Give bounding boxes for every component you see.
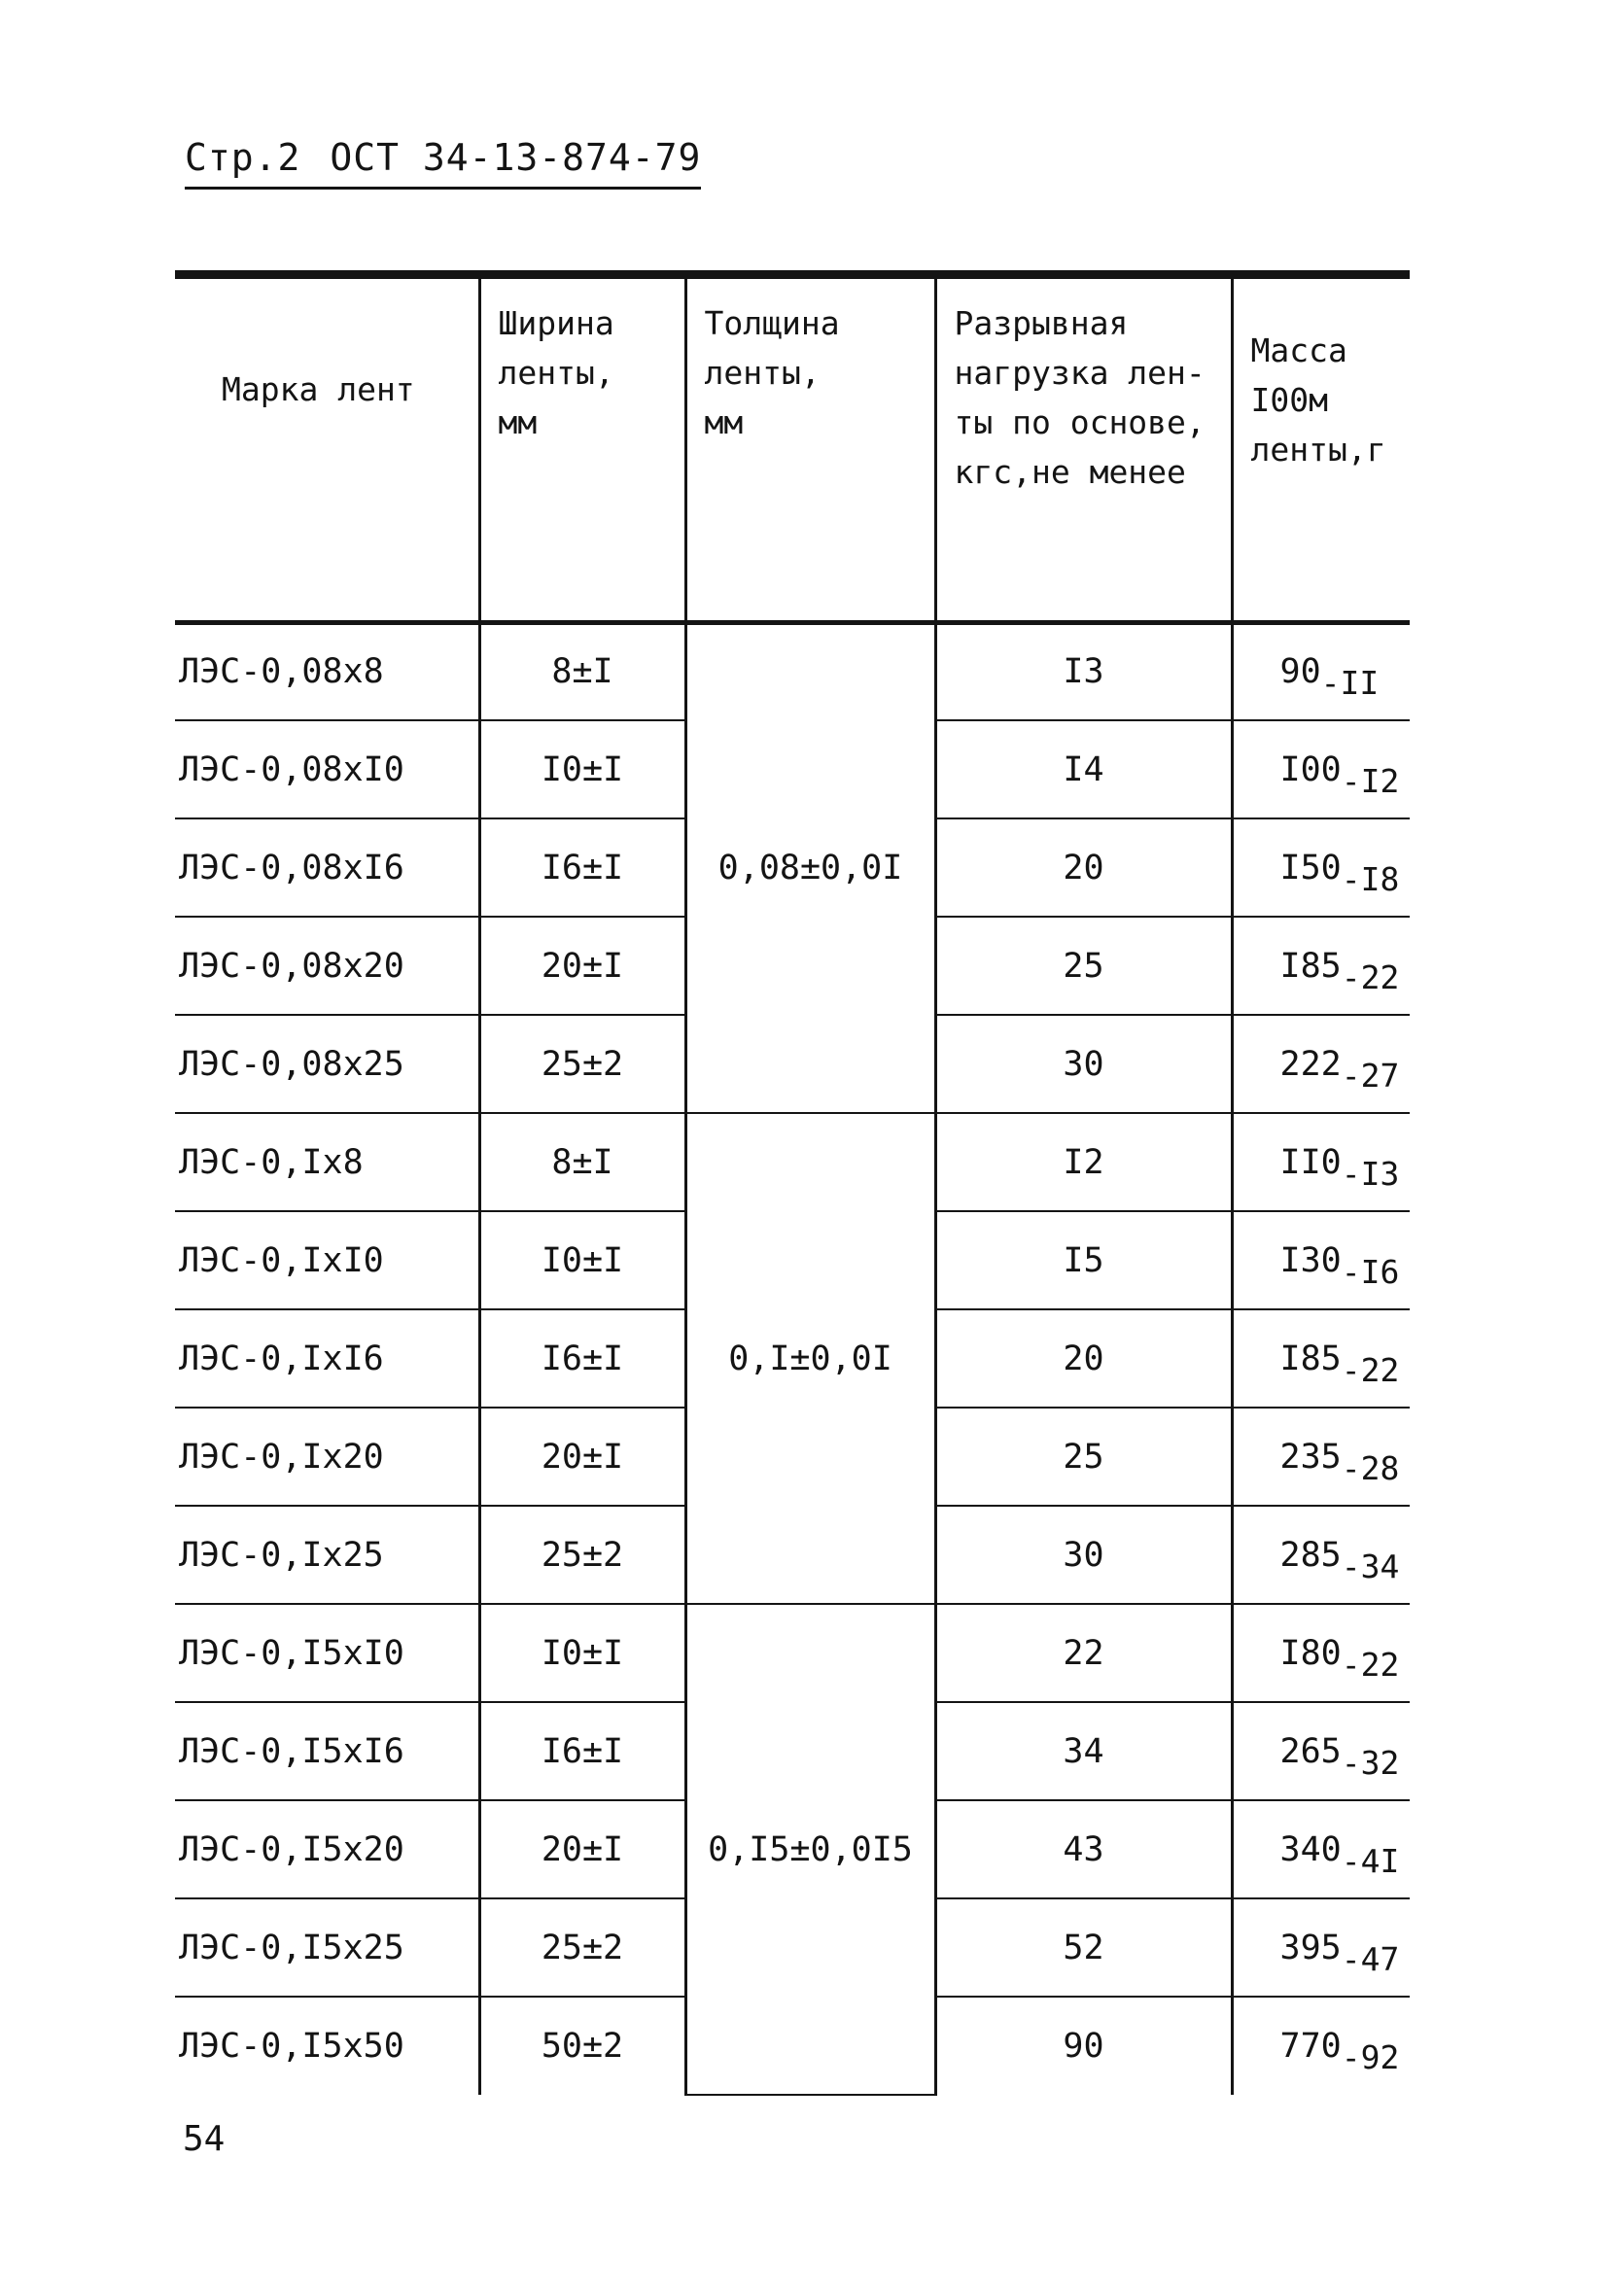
- cell-width: 20±I: [479, 1800, 685, 1898]
- mass-value: 340: [1279, 1829, 1342, 1869]
- header-line: мм: [704, 403, 744, 441]
- cell-thickness-group: 0,I±0,0I: [685, 1113, 935, 1604]
- table-row: [175, 1113, 1410, 1211]
- cell-mark: ЛЭС-0,IхI0: [175, 1211, 479, 1309]
- header-line: Масса: [1250, 331, 1347, 369]
- table-row: [175, 622, 1410, 720]
- cell-load: 30: [935, 1015, 1232, 1113]
- mass-deviation: -II: [1320, 664, 1380, 703]
- header-width: [479, 279, 685, 622]
- header-load: [935, 279, 1232, 622]
- cell-width: 50±2: [479, 1997, 685, 2095]
- standard-number: ОСТ 34-13-874-79: [330, 136, 702, 179]
- mass-value: I00: [1279, 749, 1342, 789]
- cell-mark: ЛЭС-0,08хI0: [175, 720, 479, 818]
- mass-value: I85: [1279, 1339, 1342, 1378]
- cell-mark: ЛЭС-0,I5х20: [175, 1800, 479, 1898]
- mass-value: II0: [1279, 1142, 1342, 1182]
- cell-load: 52: [935, 1898, 1232, 1997]
- mass-deviation: -22: [1341, 957, 1400, 996]
- header-line: нагрузка лен-: [954, 354, 1206, 392]
- cell-width: 20±I: [479, 1408, 685, 1506]
- cell-width: 20±I: [479, 917, 685, 1015]
- mass-value: 265: [1279, 1731, 1342, 1771]
- table-header-row: [175, 279, 1410, 622]
- header-thickness: [685, 279, 935, 622]
- cell-mass: [1232, 1113, 1410, 1211]
- cell-mass: [1232, 1408, 1410, 1506]
- cell-mark: ЛЭС-0,I5хI0: [175, 1604, 479, 1702]
- header-line: ленты,: [704, 354, 821, 392]
- page-label: Стр.2: [185, 136, 301, 179]
- mass-deviation: -22: [1341, 1645, 1400, 1684]
- cell-load: 30: [935, 1506, 1232, 1604]
- cell-load: I3: [935, 622, 1232, 720]
- cell-mass: [1232, 1309, 1410, 1408]
- header-line: кгс,не менее: [954, 453, 1186, 491]
- cell-mark: ЛЭС-0,08х25: [175, 1015, 479, 1113]
- cell-load: 34: [935, 1702, 1232, 1800]
- cell-mass: [1232, 1800, 1410, 1898]
- header-line: мм: [498, 403, 538, 441]
- cell-mass: [1232, 1898, 1410, 1997]
- cell-load: 90: [935, 1997, 1232, 2095]
- cell-mass: [1232, 818, 1410, 917]
- cell-width: I6±I: [479, 1309, 685, 1408]
- cell-load: 22: [935, 1604, 1232, 1702]
- cell-mark: ЛЭС-0,I5х50: [179, 2027, 404, 2066]
- cell-load: 25: [935, 917, 1232, 1015]
- header-line: Ширина: [498, 304, 614, 342]
- cell-load: 20: [935, 818, 1232, 917]
- cell-width: I6±I: [479, 818, 685, 917]
- cell-mass: [1232, 1211, 1410, 1309]
- cell-mass: [1232, 1506, 1410, 1604]
- cell-mark: ЛЭС-0,Iх20: [175, 1408, 479, 1506]
- mass-deviation: -27: [1341, 1056, 1400, 1095]
- cell-load: 25: [935, 1408, 1232, 1506]
- mass-value: 90: [1279, 652, 1321, 692]
- cell-mass: [1232, 1702, 1410, 1800]
- mass-deviation: -22: [1341, 1350, 1400, 1389]
- mass-value: 770: [1279, 2027, 1342, 2066]
- cell-width: I0±I: [479, 720, 685, 818]
- page-header: [185, 136, 701, 190]
- cell-mark: ЛЭС-0,I5х25: [175, 1898, 479, 1997]
- cell-thickness-group: 0,08±0,0I: [685, 622, 935, 1113]
- cell-mark: ЛЭС-0,Iх25: [175, 1506, 479, 1604]
- cell-load: 20: [935, 1309, 1232, 1408]
- mass-value: 285: [1279, 1535, 1342, 1575]
- cell-mark: ЛЭС-0,I5хI6: [175, 1702, 479, 1800]
- mass-deviation: -32: [1341, 1743, 1400, 1782]
- cell-mass: [1232, 720, 1410, 818]
- mass-deviation: -I3: [1341, 1154, 1400, 1193]
- cell-width: 25±2: [479, 1015, 685, 1113]
- cell-width: 25±2: [479, 1898, 685, 1997]
- cell-mark: ЛЭС-0,IхI6: [175, 1309, 479, 1408]
- cell-width: I0±I: [479, 1211, 685, 1309]
- header-line: Разрывная: [954, 304, 1129, 342]
- header-mass: [1232, 279, 1410, 622]
- mass-value: 222: [1279, 1044, 1342, 1084]
- cell-width: 8±I: [479, 1113, 685, 1211]
- mass-value: I80: [1279, 1633, 1342, 1673]
- cell-load: I5: [935, 1211, 1232, 1309]
- mass-value: I50: [1279, 848, 1342, 887]
- cell-mark: ЛЭС-0,08х20: [175, 917, 479, 1015]
- mass-value: 235: [1279, 1437, 1342, 1477]
- mass-deviation: -47: [1341, 1939, 1400, 1978]
- mass-deviation: -I6: [1341, 1252, 1400, 1291]
- cell-mass: [1232, 917, 1410, 1015]
- header-mark: [175, 279, 479, 622]
- mass-deviation: -I2: [1341, 761, 1400, 800]
- header-line: Марка лент: [222, 370, 415, 408]
- header-line: ленты,г: [1250, 431, 1386, 469]
- cell-mass: [1232, 1604, 1410, 1702]
- mass-value: I30: [1279, 1240, 1342, 1280]
- mass-value: 395: [1279, 1928, 1342, 1967]
- cell-load: I4: [935, 720, 1232, 818]
- header-line: I00м: [1250, 381, 1328, 419]
- cell-width: I6±I: [479, 1702, 685, 1800]
- specification-table: [175, 270, 1410, 2096]
- mass-deviation: -92: [1341, 2038, 1400, 2076]
- header-line: ленты,: [498, 354, 614, 392]
- mass-deviation: -4I: [1341, 1841, 1400, 1880]
- header-line: ты по основе,: [954, 403, 1206, 441]
- cell-mark: ЛЭС-0,Iх8: [175, 1113, 479, 1211]
- cell-mass: [1232, 622, 1410, 720]
- cell-width: 8±I: [479, 622, 685, 720]
- cell-thickness-group: 0,I5±0,0I5: [685, 1604, 935, 2095]
- mass-deviation: -34: [1341, 1547, 1400, 1585]
- header-line: Толщина: [704, 304, 840, 342]
- page-number: 54: [183, 2119, 226, 2159]
- mass-value: I85: [1279, 946, 1342, 986]
- cell-mass: [1232, 1997, 1410, 2095]
- cell-mark: ЛЭС-0,08хI6: [175, 818, 479, 917]
- cell-load: I2: [935, 1113, 1232, 1211]
- mass-deviation: -I8: [1341, 859, 1400, 898]
- cell-mass: [1232, 1015, 1410, 1113]
- mass-deviation: -28: [1341, 1448, 1400, 1487]
- cell-width: 25±2: [479, 1506, 685, 1604]
- cell-load: 43: [935, 1800, 1232, 1898]
- cell-width: I0±I: [479, 1604, 685, 1702]
- table-row: [175, 1604, 1410, 1702]
- cell-mark: ЛЭС-0,08х8: [175, 622, 479, 720]
